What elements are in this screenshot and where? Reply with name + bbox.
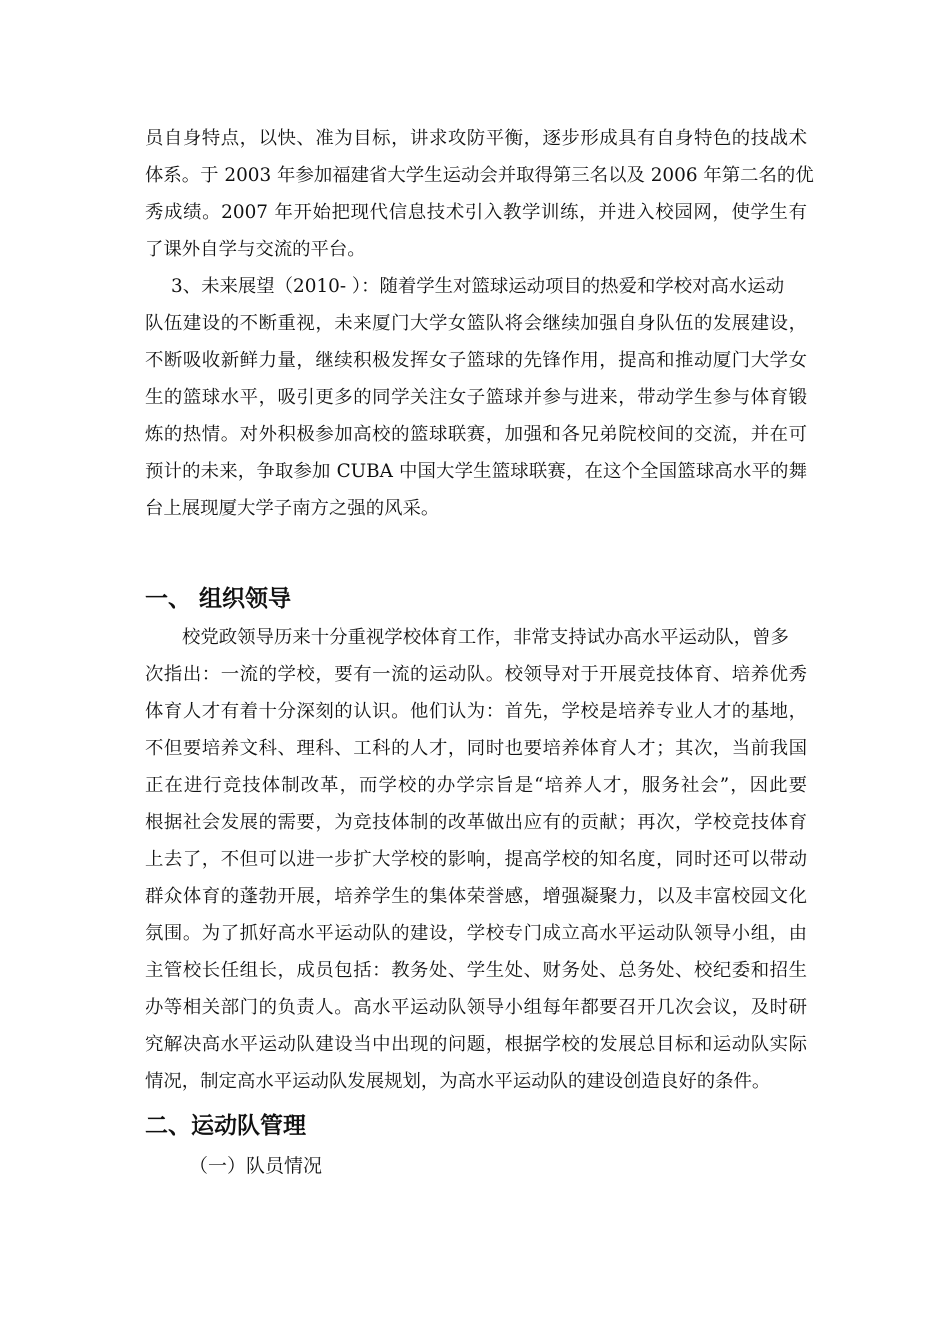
text-line: 群众体育的蓬勃开展，培养学生的集体荣誉感，增强凝聚力，以及丰富校园文化 bbox=[145, 886, 807, 907]
text-line: 不但要培养文科、理科、工科的人才，同时也要培养体育人才；其次，当前我国 bbox=[145, 738, 807, 759]
paragraph-future-outlook bbox=[145, 268, 807, 527]
text-line: 上去了，不但可以进一步扩大学校的影响，提高学校的知名度，同时还可以带动 bbox=[145, 849, 807, 870]
text-line: 队伍建设的不断重视，未来厦门大学女篮队将会继续加强自身队伍的发展建设， bbox=[145, 313, 807, 334]
section-heading-team-management: 二、运动队管理 bbox=[145, 1113, 306, 1139]
text-line: 员自身特点，以快、准为目标，讲求攻防平衡，逐步形成具有自身特色的技战术 bbox=[145, 128, 807, 149]
subsection-heading-team-members: （一）队员情况 bbox=[189, 1155, 323, 1177]
text-line: 究解决高水平运动队建设当中出现的问题，根据学校的发展总目标和运动队实际 bbox=[145, 1034, 807, 1055]
text-line: 正在进行竞技体制改革，而学校的办学宗旨是“培养人才，服务社会”，因此要 bbox=[145, 775, 807, 796]
text-line: 炼的热情。对外积极参加高校的篮球联赛，加强和各兄弟院校间的交流，并在可 bbox=[145, 424, 807, 445]
text-line: 3、未来展望（2010- ）：随着学生对篮球运动项目的热爱和学校对高水运动 bbox=[171, 276, 785, 297]
text-line: 秀成绩。2007 年开始把现代信息技术引入教学训练，并进入校园网，使学生有 bbox=[145, 202, 807, 223]
document-page bbox=[145, 120, 814, 1186]
text-line: 不断吸收新鲜力量，继续积极发挥女子篮球的先锋作用，提高和推动厦门大学女 bbox=[145, 350, 807, 371]
text-line: 预计的未来，争取参加 CUBA 中国大学生篮球联赛，在这个全国篮球高水平的舞 bbox=[145, 461, 807, 482]
paragraph-intro bbox=[145, 120, 814, 268]
text-line: 次指出：一流的学校，要有一流的运动队。校领导对于开展竞技体育、培养优秀 bbox=[145, 664, 807, 685]
text-line: 台上展现厦大学子南方之强的风采。 bbox=[145, 498, 440, 519]
text-line: 体育人才有着十分深刻的认识。他们认为：首先，学校是培养专业人才的基地， bbox=[145, 701, 807, 722]
text-line: 根据社会发展的需要，为竞技体制的改革做出应有的贡献；再次，学校竞技体育 bbox=[145, 812, 807, 833]
text-line: 生的篮球水平，吸引更多的同学关注女子篮球并参与进来，带动学生参与体育锻 bbox=[145, 387, 807, 408]
text-line: 主管校长任组长，成员包括：教务处、学生处、财务处、总务处、校纪委和招生 bbox=[145, 960, 807, 981]
text-line: 校党政领导历来十分重视学校体育工作，非常支持试办高水平运动队，曾多 bbox=[182, 627, 789, 648]
text-line: 办等相关部门的负责人。高水平运动队领导小组每年都要召开几次会议，及时研 bbox=[145, 997, 807, 1018]
text-line: 氛围。为了抓好高水平运动队的建设，学校专门成立高水平运动队领导小组，由 bbox=[145, 923, 807, 944]
text-line: 体系。于 2003 年参加福建省大学生运动会并取得第三名以及 2006 年第二名的优 bbox=[145, 165, 814, 186]
paragraph-organization bbox=[145, 619, 807, 1100]
text-line: 情况，制定高水平运动队发展规划，为高水平运动队的建设创造良好的条件。 bbox=[145, 1071, 771, 1092]
section-heading-organization: 一、 组织领导 bbox=[145, 586, 292, 612]
text-line: 了课外自学与交流的平台。 bbox=[145, 239, 366, 260]
